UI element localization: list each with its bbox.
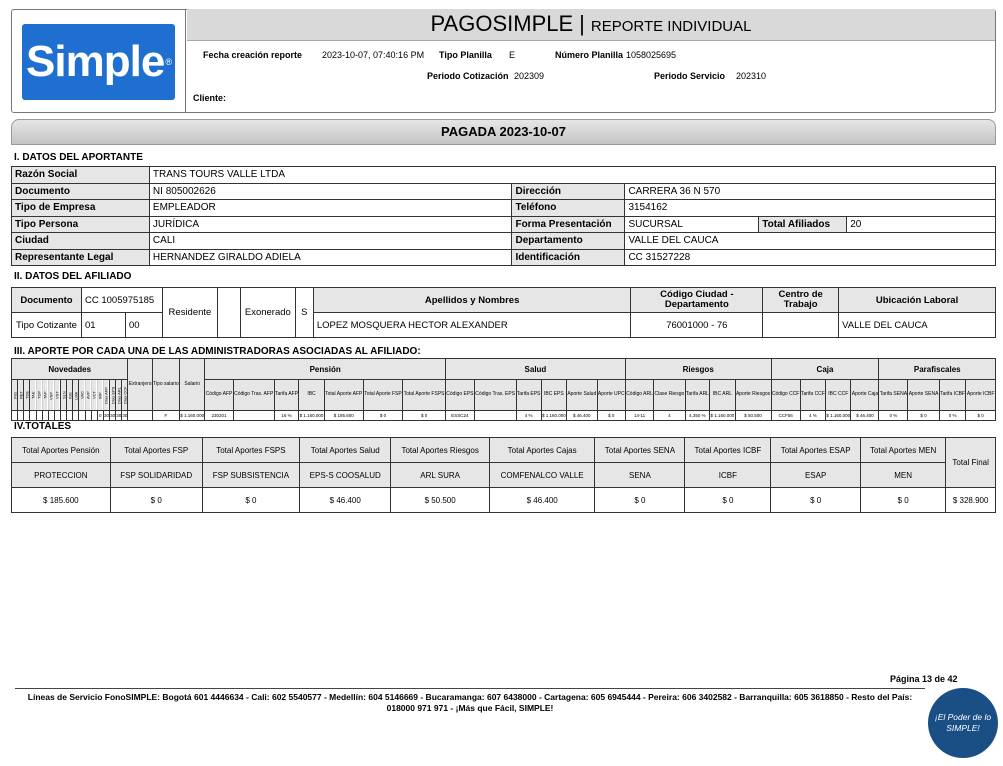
- tipo-persona-value: JURÍDICA: [149, 216, 512, 233]
- centro-trabajo-value: [763, 313, 839, 338]
- riesgos-value: 4,350 %: [685, 411, 710, 421]
- ubicacion-label: Ubicación Laboral: [839, 288, 996, 313]
- tipo-empresa-label: Tipo de Empresa: [12, 200, 150, 217]
- footer-divider: [15, 688, 925, 689]
- caja-value: CCF56: [771, 411, 800, 421]
- table-row: [12, 200, 996, 217]
- riesgos-header: IBC ARL: [710, 380, 735, 411]
- aportante-section-title: I. DATOS DEL APORTANTE: [14, 152, 143, 163]
- total-header: Total Aportes Pensión: [12, 438, 111, 463]
- novedad-header: Días EPS: [110, 380, 116, 411]
- total-value: $ 0: [771, 488, 861, 513]
- total-value: $ 185.600: [12, 488, 111, 513]
- group-caja: Caja: [771, 359, 879, 380]
- salud-header: Aporte Salud: [567, 380, 598, 411]
- total-final-label: Total Final: [946, 438, 996, 488]
- periodo-serv-label: Periodo Servicio: [654, 71, 726, 81]
- table-row: [12, 488, 996, 513]
- tipo-planilla-label: Tipo Planilla: [439, 50, 492, 60]
- group-riesgos: Riesgos: [625, 359, 771, 380]
- total-value: $ 0: [202, 488, 299, 513]
- pension-header: Total Aporte FSPS: [403, 380, 446, 411]
- numero-planilla-value: 1058025695: [626, 50, 677, 60]
- salud-value: $ 1.160.000: [541, 411, 566, 421]
- caja-header: IBC CCF: [826, 380, 851, 411]
- paraf-header: Tarifa ICBF: [939, 380, 966, 411]
- total-entity: COMFENALCO VALLE: [489, 463, 594, 488]
- tipo-cotizante-value-2: 00: [125, 313, 162, 338]
- cliente-label: Cliente:: [193, 93, 227, 103]
- nombres-label: Apellidos y Nombres: [313, 288, 631, 313]
- afiliado-section-title: II. DATOS DEL AFILIADO: [14, 271, 132, 282]
- salud-header: Código EPS: [445, 380, 474, 411]
- total-entity: ARL SURA: [391, 463, 490, 488]
- exonerado-label: Exonerado: [240, 288, 295, 338]
- novedad-header: ING: [12, 380, 18, 411]
- novedad-header: Días AFP: [103, 380, 109, 411]
- page-number: Página 13 de 42: [890, 674, 958, 684]
- riesgos-value: $ 1.160.000: [710, 411, 735, 421]
- pension-header: Código AFP: [205, 380, 233, 411]
- pension-value: [233, 411, 274, 421]
- caja-header: Aporte Caja: [851, 380, 879, 411]
- forma-presentacion-label: Forma Presentación: [512, 216, 625, 233]
- novedad-header: SLN: [61, 380, 67, 411]
- salud-value: [474, 411, 516, 421]
- totales-section-title: IV.TOTALES: [14, 421, 72, 432]
- novedad-value: 0: [97, 411, 103, 421]
- total-entity: MEN: [860, 463, 945, 488]
- logo-text: Simple: [26, 37, 165, 86]
- nombres-value: LOPEZ MOSQUERA HECTOR ALEXANDER: [313, 313, 631, 338]
- novedad-header: VSP: [48, 380, 54, 411]
- table-row: [12, 438, 996, 463]
- documento-label: Documento: [12, 183, 150, 200]
- novedad-header: LMA: [73, 380, 79, 411]
- salud-value: $ 46.400: [567, 411, 598, 421]
- documento-value: CC 1005975185: [81, 288, 162, 313]
- razon-social-value: TRANS TOURS VALLE LTDA: [149, 167, 995, 184]
- novedad-header: Días CCF: [122, 380, 128, 411]
- rep-legal-label: Representante Legal: [12, 249, 150, 266]
- total-afiliados-value: 20: [847, 216, 996, 233]
- pension-value: $ 0: [363, 411, 402, 421]
- riesgos-header: Código ARL: [625, 380, 653, 411]
- pension-header: Total Aporte AFP: [324, 380, 363, 411]
- tipo-salario-value: F: [152, 411, 179, 421]
- pension-value: 16 %: [274, 411, 299, 421]
- paraf-value: $ 0: [966, 411, 996, 421]
- centro-trabajo-label: Centro de Trabajo: [763, 288, 839, 313]
- caja-value: $ 1.160.000: [826, 411, 851, 421]
- numero-planilla-label: Número Planilla: [555, 50, 624, 60]
- caja-value: $ 46.400: [851, 411, 879, 421]
- telefono-label: Teléfono: [512, 200, 625, 217]
- total-header: Total Aportes ESAP: [771, 438, 861, 463]
- rep-legal-value: HERNANDEZ GIRALDO ADIELA: [149, 249, 512, 266]
- pension-value: $ 1.160.000: [299, 411, 324, 421]
- salud-value: ESSC24: [445, 411, 474, 421]
- documento-label: Documento: [12, 288, 82, 313]
- novedad-header: TDE: [24, 380, 30, 411]
- razon-social-label: Razón Social: [12, 167, 150, 184]
- total-entity: SENA: [595, 463, 685, 488]
- group-pension: Pensión: [205, 359, 446, 380]
- total-value: $ 0: [110, 488, 202, 513]
- novedad-header: Días ARL: [116, 380, 122, 411]
- paraf-header: Aporte ICBF: [966, 380, 996, 411]
- salario-header: Salario: [180, 359, 205, 411]
- total-header: Total Aportes FSP: [110, 438, 202, 463]
- novedad-value: 30: [110, 411, 116, 421]
- pension-value: $ 185.600: [324, 411, 363, 421]
- novedad-value: 30: [122, 411, 128, 421]
- novedad-header: TDP: [36, 380, 42, 411]
- report-title: [187, 11, 995, 37]
- table-row: [12, 249, 996, 266]
- riesgos-value: $ 50.500: [735, 411, 771, 421]
- novedad-value: 30: [103, 411, 109, 421]
- paraf-value: 0 %: [939, 411, 966, 421]
- fecha-value: 2023-10-07, 07:40:16 PM: [322, 50, 425, 60]
- total-value: $ 46.400: [489, 488, 594, 513]
- ciudad-label: Ciudad: [12, 233, 150, 250]
- table-row: [12, 167, 996, 184]
- novedad-header: RET: [18, 380, 24, 411]
- riesgos-value: 4: [654, 411, 685, 421]
- departamento-label: Departamento: [512, 233, 625, 250]
- telefono-value: 3154162: [625, 200, 996, 217]
- total-header: Total Aportes Riesgos: [391, 438, 490, 463]
- cod-ciudad-label: Código Ciudad - Departamento: [631, 288, 763, 313]
- total-header: Total Aportes Cajas: [489, 438, 594, 463]
- pension-header: IBC: [299, 380, 324, 411]
- periodo-serv-value: 202310: [736, 71, 767, 81]
- paraf-header: Aporte SENA: [908, 380, 939, 411]
- table-row: [12, 463, 996, 488]
- table-row: [12, 288, 996, 313]
- salud-header: IBC EPS: [541, 380, 566, 411]
- total-afiliados-label: Total Afiliados: [759, 216, 847, 233]
- novedad-header: IGE: [67, 380, 73, 411]
- table-row: [12, 183, 996, 200]
- total-entity: FSP SOLIDARIDAD: [110, 463, 202, 488]
- fecha-label: Fecha creación reporte: [203, 50, 303, 60]
- extranjero-value: [128, 411, 152, 421]
- exonerado-value: S: [295, 288, 313, 338]
- riesgos-header: Tarifa ARL: [685, 380, 710, 411]
- documento-value: NI 805002626: [149, 183, 512, 200]
- novedad-header: VCT: [91, 380, 97, 411]
- pension-value: 230201: [205, 411, 233, 421]
- total-entity: FSP SUBSISTENCIA: [202, 463, 299, 488]
- pension-header: Total Aporte FSP: [363, 380, 402, 411]
- total-header: Total Aportes FSPS: [202, 438, 299, 463]
- riesgos-value: 14-11: [625, 411, 653, 421]
- salud-value: $ 0: [597, 411, 625, 421]
- group-novedades: Novedades: [12, 359, 128, 380]
- aportes-table: [11, 358, 996, 421]
- novedad-value: 30: [116, 411, 122, 421]
- residente-label: Residente: [162, 288, 217, 338]
- aportes-section-title: III. APORTE POR CADA UNA DE LAS ADMINISTRADORAS ASOCIADAS AL AFILIADO:: [14, 346, 421, 357]
- title-main: PAGOSIMPLE: [430, 11, 574, 36]
- departamento-value: VALLE DEL CAUCA: [625, 233, 996, 250]
- ubicacion-value: VALLE DEL CAUCA: [839, 313, 996, 338]
- title-separator: |: [579, 11, 585, 36]
- paraf-header: Tarifa SENA: [879, 380, 908, 411]
- title-sub: REPORTE INDIVIDUAL: [590, 18, 752, 35]
- table-row: [12, 313, 996, 338]
- salario-value: $ 1.160.000: [180, 411, 205, 421]
- caja-header: Código CCF: [771, 380, 800, 411]
- table-row: [12, 216, 996, 233]
- direccion-value: CARRERA 36 N 570: [625, 183, 996, 200]
- total-value: $ 46.400: [300, 488, 391, 513]
- riesgos-header: Aporte Riesgos: [735, 380, 771, 411]
- footer-service-lines: Líneas de Servicio FonoSIMPLE: Bogotá 601 4446634 - Cali: 602 5540577 - Medellín: 604 5146669 - Bucaramanga: 607 6438000 - Cartagena: 605 6945444 - Pereira: 606 3402582 - Barranquilla: 605 3618850 - Resto del País: 018000 971 971 - ¡Más que Fácil, SIMPLE!: [27, 692, 913, 713]
- periodo-cot-label: Periodo Cotización: [427, 71, 509, 81]
- tipo-salario-header: Tipo salario: [152, 359, 179, 411]
- tipo-planilla-value: E: [509, 50, 516, 60]
- salud-header: Aporte UPC: [597, 380, 625, 411]
- total-header: Total Aportes ICBF: [685, 438, 771, 463]
- group-parafiscales: Parafiscales: [879, 359, 996, 380]
- group-salud: Salud: [445, 359, 625, 380]
- paraf-value: 0 %: [879, 411, 908, 421]
- caja-value: 4 %: [800, 411, 825, 421]
- salud-value: 4 %: [516, 411, 541, 421]
- tipo-empresa-value: EMPLEADOR: [149, 200, 512, 217]
- novedad-header: TAP: [42, 380, 48, 411]
- total-header: Total Aportes MEN: [860, 438, 945, 463]
- total-value: $ 50.500: [391, 488, 490, 513]
- total-value: $ 0: [685, 488, 771, 513]
- pension-header: Tarifa AFP: [274, 380, 299, 411]
- paraf-value: $ 0: [908, 411, 939, 421]
- novedad-header: TAE: [30, 380, 36, 411]
- cod-ciudad-value: 76001000 - 76: [631, 313, 763, 338]
- total-value: $ 0: [595, 488, 685, 513]
- caja-header: Tarifa CCF: [800, 380, 825, 411]
- novedad-header: AVP: [85, 380, 91, 411]
- total-value: $ 0: [860, 488, 945, 513]
- forma-presentacion-value: SUCURSAL: [625, 216, 759, 233]
- total-entity: EPS-S COOSALUD: [300, 463, 391, 488]
- pension-header: Código Tras. AFP: [233, 380, 274, 411]
- slogan-badge: ¡El Poder de lo SIMPLE!: [928, 688, 998, 758]
- novedad-header: IRP: [97, 380, 103, 411]
- tipo-cotizante-value-1: 01: [81, 313, 125, 338]
- total-entity: PROTECCION: [12, 463, 111, 488]
- simple-logo: [22, 24, 175, 100]
- table-row: [12, 233, 996, 250]
- aportante-table: [11, 166, 996, 266]
- total-entity: ICBF: [685, 463, 771, 488]
- salud-header: Código Tras. EPS: [474, 380, 516, 411]
- total-entity: ESAP: [771, 463, 861, 488]
- extranjero-header: Extranjero: [128, 359, 152, 411]
- total-header: Total Aportes SENA: [595, 438, 685, 463]
- table-row: [12, 359, 996, 380]
- total-final-value: $ 328.900: [946, 488, 996, 513]
- residente-value: [217, 288, 240, 338]
- total-header: Total Aportes Salud: [300, 438, 391, 463]
- ciudad-value: CALI: [149, 233, 512, 250]
- table-row: [12, 411, 996, 421]
- status-band: PAGADA 2023-10-07: [11, 119, 996, 145]
- tipo-cotizante-label: Tipo Cotizante: [12, 313, 82, 338]
- logo-mark: ®: [165, 57, 171, 67]
- pension-value: $ 0: [403, 411, 446, 421]
- identificacion-label: Identificación: [512, 249, 625, 266]
- identificacion-value: CC 31527228: [625, 249, 996, 266]
- salud-header: Tarifa EPS: [516, 380, 541, 411]
- novedad-header: VST: [54, 380, 60, 411]
- totales-table: [11, 437, 996, 513]
- novedad-header: VAC: [79, 380, 85, 411]
- afiliado-table: [11, 287, 996, 338]
- riesgos-header: Clase Riesgo: [654, 380, 685, 411]
- tipo-persona-label: Tipo Persona: [12, 216, 150, 233]
- direccion-label: Dirección: [512, 183, 625, 200]
- periodo-cot-value: 202309: [514, 71, 545, 81]
